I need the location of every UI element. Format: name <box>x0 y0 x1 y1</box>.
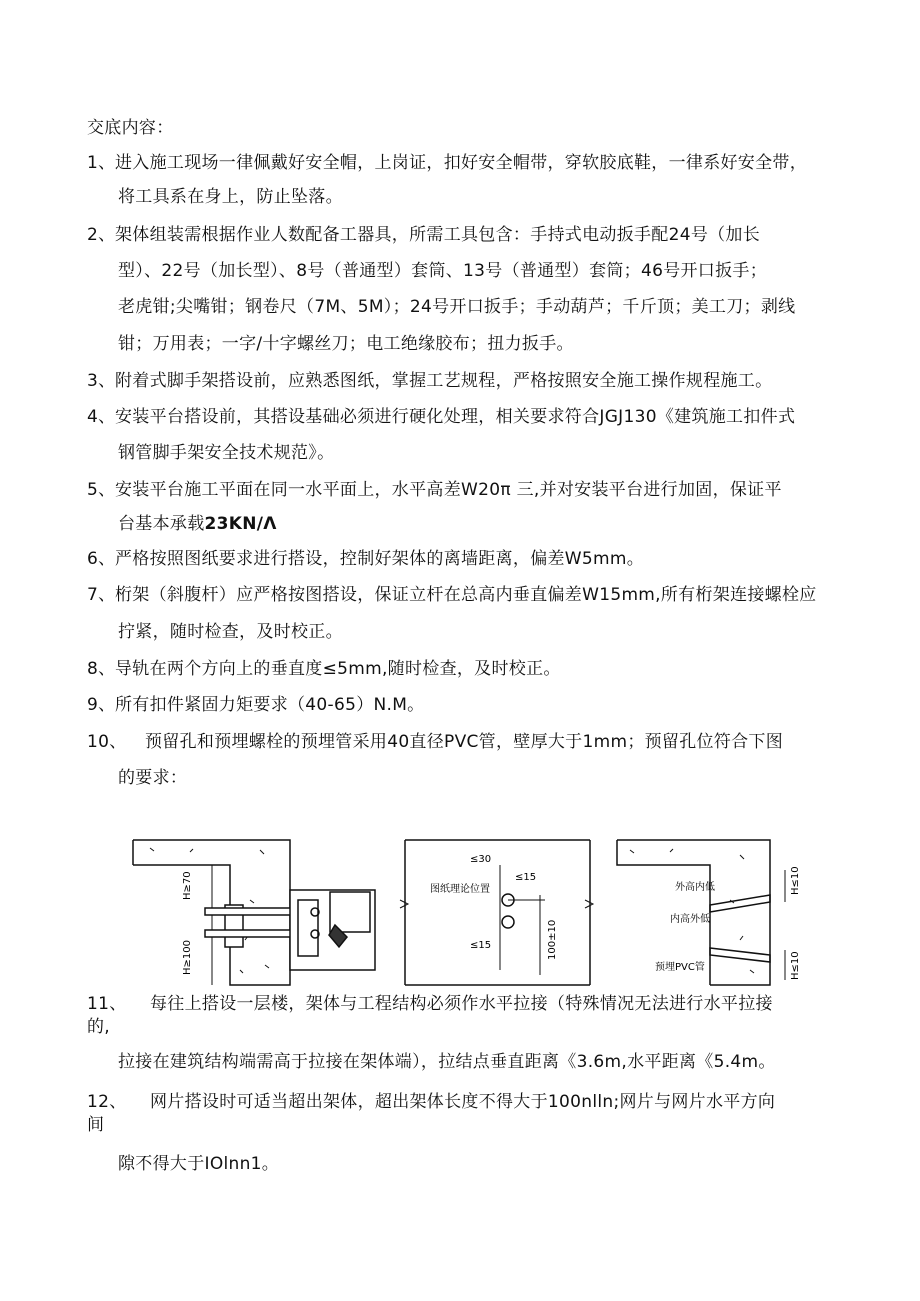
item-2-num: 2、 <box>87 225 116 245</box>
right-dim-bottom: H≤10 <box>790 951 801 980</box>
item-9-line-1: 所有扣件紧固力矩要求（40-65）N.M。 <box>115 695 425 715</box>
item-2-line-3: 老虎钳;尖嘴钳；钢卷尺（7M、5M）；24号开口扳手；手动葫芦；千斤顶；美工刀；剥线 <box>118 297 796 317</box>
item-2-line-1: 架体组装需根据作业人数配备工器具，所需工具包含：手持式电动扳手配24号（加长 <box>115 225 761 245</box>
item-4-num: 4、 <box>87 407 116 427</box>
heading: 交底内容： <box>87 118 174 138</box>
item-10-line-1: 预留孔和预埋螺栓的预埋管采用40直径PVC管，壁厚大于1mm；预留孔位符合下图 <box>145 732 784 752</box>
item-4-line-2: 钢管脚手架安全技术规范》。 <box>118 443 335 463</box>
item-5-line-2-text: 台基本承载 <box>118 514 205 534</box>
hole-lower <box>502 916 514 928</box>
item-11-line-2: 的, <box>87 1017 111 1037</box>
item-11-num: 11、 <box>87 994 127 1014</box>
mid-dim-15b: ≤15 <box>470 940 492 951</box>
item-11-line-3: 拉接在建筑结构端需高于拉接在架体端），拉结点垂直距离《3.6m,水平距离《5.4m。 <box>118 1052 776 1072</box>
pre-embedded-hole-diagram <box>130 830 810 990</box>
item-7-line-1: 桁架（斜腹杆）应严格按图搭设，保证立杆在总高内垂直偏差W15mm,所有桁架连接螺栓应 <box>115 585 817 605</box>
bolt-lower <box>205 930 295 937</box>
concrete-hatch <box>630 849 754 973</box>
item-2-line-2: 型）、22号（加长型）、8号（普通型）套筒、13号（普通型）套筒；46号开口扳手； <box>118 261 768 281</box>
mid-dim-15a: ≤15 <box>515 872 537 883</box>
mid-dim-30: ≤30 <box>470 854 492 865</box>
bolt-upper <box>205 908 295 915</box>
item-12-line-1: 网片搭设时可适当超出架体，超出架体长度不得大于100nlln;网片与网片水平方向 <box>150 1092 776 1112</box>
item-3-num: 3、 <box>87 371 116 391</box>
item-10-num: 10、 <box>87 732 127 752</box>
item-1-num: 1、 <box>87 153 116 173</box>
right-label-outer: 外高内低 <box>675 882 715 893</box>
item-4-line-1: 安装平台搭设前，其搭设基础必须进行硬化处理，相关要求符合JGJ130《建筑施工扣件式 <box>115 407 796 427</box>
left-dim-bottom: H≥100 <box>182 940 193 975</box>
right-dim-top: H≤10 <box>790 866 801 895</box>
item-6-line-1: 严格按照图纸要求进行搭设，控制好架体的离墙距离，偏差W5mm。 <box>115 549 645 569</box>
item-5-line-1: 安装平台施工平面在同一水平面上，水平高差W20π 三,并对安装平台进行加固，保证平 <box>115 480 782 500</box>
item-6-num: 6、 <box>87 549 116 569</box>
item-12-line-2: 间 <box>87 1115 105 1135</box>
wall-outline <box>405 840 590 985</box>
item-8-num: 8、 <box>87 659 116 679</box>
item-11-line-1: 每往上搭设一层楼，架体与工程结构必须作水平拉接（特殊情况无法进行水平拉接 <box>150 994 773 1014</box>
item-12-line-3: 隙不得大于IOlnn1。 <box>118 1154 280 1174</box>
item-5-bold-value: 23KN∕Λ <box>204 514 277 534</box>
item-2-line-4: 钳；万用表；一字/十字螺丝刀；电工绝缘胶布；扭力扳手。 <box>118 334 574 354</box>
item-7-num: 7、 <box>87 585 116 605</box>
item-9-num: 9、 <box>87 695 116 715</box>
item-1-line-1: 进入施工现场一律佩戴好安全帽，上岗证，扣好安全帽带，穿软胶底鞋，一律系好安全带， <box>115 153 807 173</box>
mid-dim-100: 100±10 <box>547 919 558 960</box>
left-dim-top: H≥70 <box>182 871 193 900</box>
item-12-num: 12、 <box>87 1092 127 1112</box>
pvc-pipe-lower <box>710 948 770 962</box>
break-marks <box>400 900 593 908</box>
right-label-inner: 内高外低 <box>670 914 710 925</box>
item-1-line-2: 将工具系在身上，防止坠落。 <box>118 187 343 207</box>
left-panel <box>133 840 375 985</box>
right-label-pvc: 预埋PVC管 <box>655 962 705 973</box>
item-3-line-1: 附着式脚手架搭设前，应熟悉图纸，掌握工艺规程，严格按照安全施工操作规程施工。 <box>115 371 773 391</box>
item-5-line-2 <box>118 513 277 535</box>
item-7-line-2: 拧紧，随时检查，及时校正。 <box>118 622 343 642</box>
middle-panel <box>400 840 593 985</box>
mid-label-theory: 图纸理论位置 <box>430 884 490 895</box>
pvc-pipe-upper <box>710 895 770 912</box>
item-10-line-2: 的要求： <box>118 768 188 788</box>
item-5-num: 5、 <box>87 480 116 500</box>
item-8-line-1: 导轨在两个方向上的垂直度≤5mm,随时检查，及时校正。 <box>115 659 561 679</box>
